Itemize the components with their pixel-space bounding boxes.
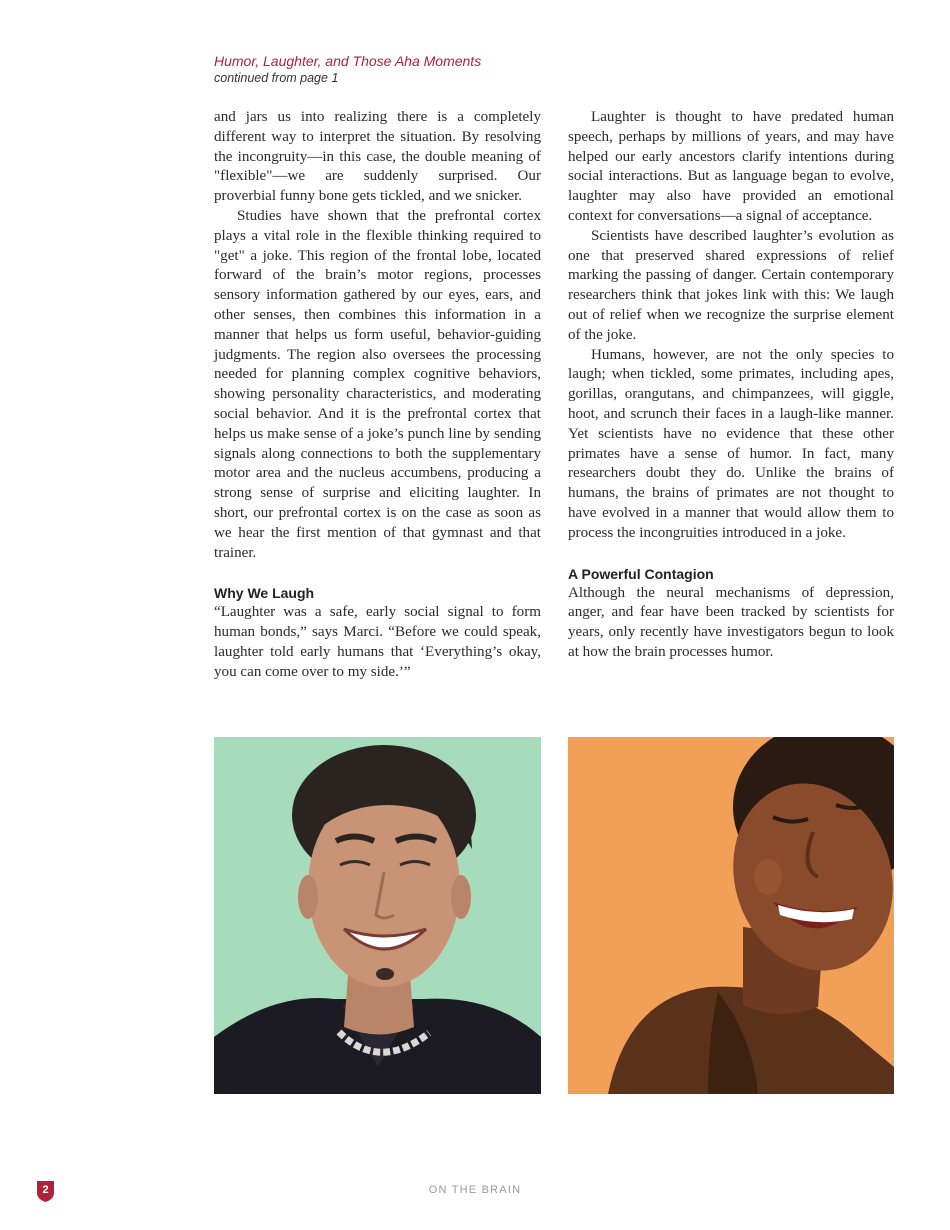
left-column bbox=[214, 108, 541, 683]
paragraph: Studies have shown that the prefrontal cortex plays a vital role in the flexible thinking required to "get" a joke. This region of the frontal lobe, located forward of the brain’s motor regions, processes sensory information gathered by our eyes, ears, and other senses, then combines this information in a manner that helps us form useful, behavior-guiding judgments. The region also oversees the processing needed for planning complex cognitive behaviors, showing personality characteristics, and moderating social behavior. And it is the prefrontal cortex that helps us make sense of a joke’s punch line by sending signals along connections to both the supplementary motor area and the nucleus accumbens, producing a strong sense of surprise and eliciting laughter. In short, our prefrontal cortex is on the case as soon as we hear the first mention of that gymnast and that trainer. bbox=[214, 207, 541, 561]
paragraph: “Laughter was a safe, early social signal to form human bonds,” says Marci. “Before we could speak, laughter told early humans that ‘Everything’s okay, you can come over to my side.’” bbox=[214, 604, 541, 680]
paragraph: Humans, however, are not the only species to laugh; when tickled, some primates, including apes, gorillas, orangutans, and chimpanzees, will giggle, hoot, and scrunch their faces in a laugh-like manner. Yet scientists have no evidence that these other primates have a sense of humor. In fact, many researchers doubt they do. Unlike the brains of humans, the brains of primates are not thought to have evolved in a manner that would allow them to process the incongruities introduced in a joke. bbox=[568, 346, 894, 541]
article-title: Humor, Laughter, and Those Aha Moments bbox=[214, 53, 482, 69]
paragraph: Laughter is thought to have predated human speech, perhaps by millions of years, and may have helped our early ancestors clarify intentions during social interactions. But as language began to evolve, laughter may also have provided an emotional context for conversations—a signal of acceptance. bbox=[568, 109, 894, 224]
page-number: 2 bbox=[42, 1184, 49, 1196]
paragraph: Although the neural mechanisms of depression, anger, and fear have been tracked by scientists for years, only recently have investigators begun to look at how the brain processes humor. bbox=[568, 584, 894, 660]
section-heading-why-we-laugh: Why We Laugh bbox=[214, 585, 315, 602]
footer-publication: ON THE BRAIN bbox=[428, 1184, 522, 1196]
section-heading-powerful-contagion: A Powerful Contagion bbox=[568, 565, 714, 582]
paragraph: Scientists have described laughter’s evolution as one that preserved shared expressions of relief marking the passing of danger. Certain contemporary researchers think that jokes link with this: We laugh out of relief when we recognize the surprise element of the joke. bbox=[568, 227, 894, 343]
right-column bbox=[568, 108, 894, 663]
paragraph: and jars us into realizing there is a completely different way to interpret the situation. By resolving the incongruity—in this case, the double meaning of "flexible"—we are suddenly surprised. Our proverbial funny bone gets tickled, and we snicker. bbox=[214, 109, 541, 205]
article-kicker bbox=[214, 52, 481, 87]
photo-laughing-woman bbox=[568, 737, 894, 1094]
photo-smiling-man bbox=[214, 737, 541, 1094]
continued-note: continued from page 1 bbox=[214, 71, 339, 85]
